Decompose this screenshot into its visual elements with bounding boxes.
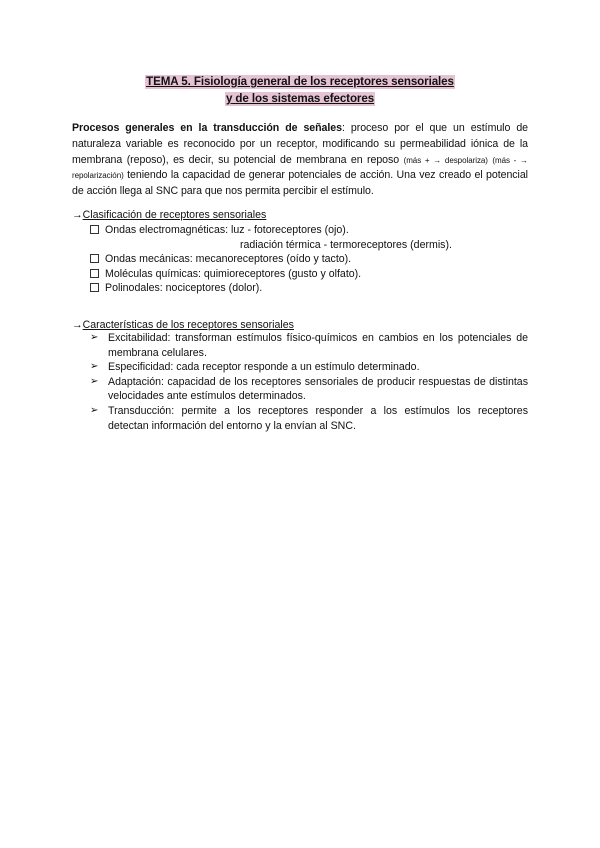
list-item: [90, 267, 528, 282]
arrowhead-bullet-icon: ➢: [90, 332, 99, 343]
intro-text-3: teniendo la capacidad de generar potenciales de acción. Una vez creado el potencial de acción llega al SNC para que nos permita percibir el estímulo.: [72, 169, 528, 198]
list-item: [90, 331, 528, 360]
checkbox-icon[interactable]: [90, 283, 99, 292]
intro-paragraph: [72, 121, 528, 200]
list-item: [90, 360, 528, 375]
section-characteristics-title: Características de los receptores sensoriales: [82, 319, 294, 331]
arrowhead-bullet-icon: ➢: [90, 375, 99, 387]
checkbox-icon[interactable]: [90, 225, 99, 234]
list-item-text: Especificidad: cada receptor responde a un estímulo determinado.: [108, 361, 420, 374]
intro-note-depolarize: (más + → despolariza): [403, 155, 488, 165]
list-item-text: Transducción: permite a los receptores responder a los estímulos los receptores detectan información del entorno y la envían al SNC.: [108, 404, 528, 432]
characteristics-list: [90, 331, 528, 433]
arrowhead-bullet-icon: ➢: [90, 404, 99, 416]
checkbox-icon[interactable]: [90, 254, 99, 263]
section-characteristics-heading: [72, 318, 294, 332]
arrowhead-bullet-icon: ➢: [90, 361, 99, 373]
list-item-text: Excitabilidad: transforman estímulos físico-químicos en cambios en los potenciales de membrana celulares.: [108, 332, 528, 359]
list-item: [90, 375, 528, 404]
section-classification-heading: [72, 208, 266, 222]
intro-bold-term: Procesos generales en la transducción de señales: [72, 122, 342, 134]
title-line-2: y de los sistemas efectores: [225, 92, 375, 105]
list-item-text: Ondas mecánicas: mecanoreceptores (oído y tacto).: [105, 253, 352, 266]
list-item: [90, 252, 528, 267]
list-item-text: Polinodales: nociceptores (dolor).: [105, 282, 263, 295]
classification-list: [90, 223, 528, 296]
list-item-text: Moléculas químicas: quimioreceptores (gusto y olfato).: [105, 267, 362, 280]
arrow-icon: →: [72, 319, 83, 331]
list-item-text: Ondas electromagnéticas: luz - fotoreceptores (ojo).: [105, 224, 349, 236]
list-item: [90, 281, 528, 296]
list-item-text: radiación térmica - termoreceptores (dermis).: [240, 238, 452, 251]
list-item-text: Adaptación: capacidad de los receptores sensoriales de producir respuestas de distintas velocidades ante estímulos determinados.: [108, 375, 528, 403]
title-line-1: TEMA 5. Fisiología general de los receptores sensoriales: [146, 75, 454, 88]
intro-note-repolarize: (más - → repolarización): [72, 155, 528, 181]
arrow-icon: →: [72, 209, 83, 221]
section-classification-title: Clasificación de receptores sensoriales: [82, 209, 267, 221]
title-block: [0, 72, 600, 106]
list-item: [90, 223, 528, 238]
list-item: [90, 404, 528, 433]
checkbox-icon[interactable]: [90, 269, 99, 278]
intro-text-1: : proceso por el que un estímulo de naturaleza variable es reconocido por un receptor, modificando su permeabilidad iónica de la membrana (reposo), es decir, su potencial de membrana en reposo: [72, 122, 529, 166]
list-item-continuation: [90, 238, 528, 253]
